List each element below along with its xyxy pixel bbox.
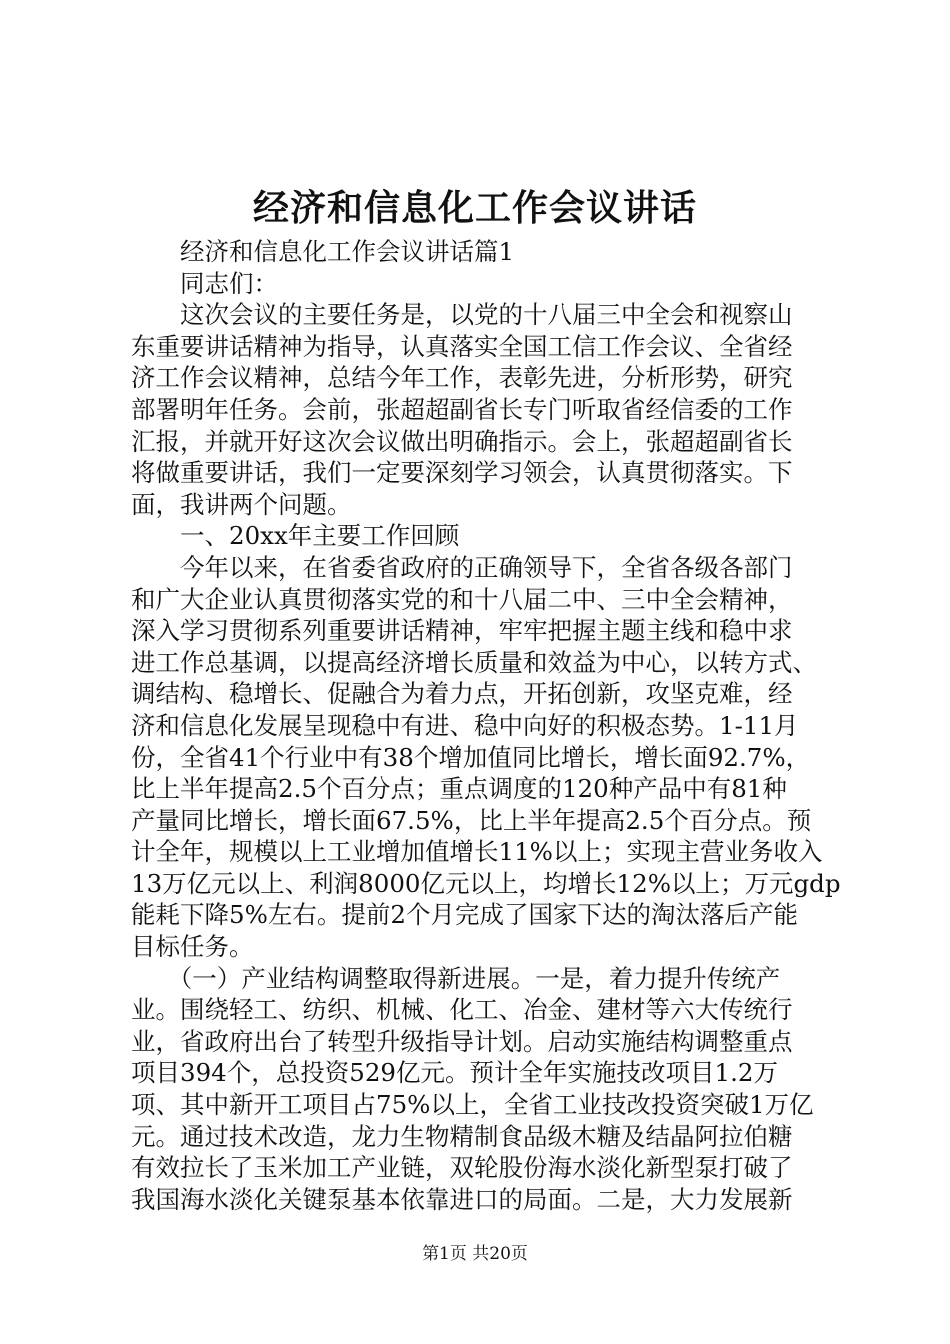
text-line: 经济和信息化工作会议讲话篇1 [131,237,515,266]
text-line: 比上半年提高2.5个百分点；重点调度的120种产品中有81种 [131,774,787,804]
text-line: 同志们： [131,268,278,298]
text-line: 计全年，规模以上工业增加值增长11%以上；实现主营业务收入 [131,837,823,867]
text-line: 一、20xx年主要工作回顾 [131,521,460,551]
text-line: 项、其中新开工项目占75%以上，全省工业技改投资突破1万亿 [131,1090,814,1120]
text-line: 济工作会议精神，总结今年工作，表彰先进，分析形势，研究 [131,363,793,393]
text-line: 项目394个，总投资529亿元。预计全年实施技改项目1.2万 [131,1058,778,1088]
text-line: 元。通过技术改造，龙力生物精制食品级木糖及结晶阿拉伯糖 [131,1121,793,1151]
text-line: 部署明年任务。会前，张超超副省长专门听取省经信委的工作 [131,394,793,424]
text-line: 面，我讲两个问题。 [131,489,352,519]
text-line: 调结构、稳增长、促融合为着力点，开拓创新，攻坚克难，经 [131,679,793,709]
text-line: 深入学习贯彻系列重要讲话精神，牢牢把握主题主线和稳中求 [131,616,793,646]
text-line: 和广大企业认真贯彻落实党的和十八届二中、三中全会精神， [131,584,793,614]
document-title: 经济和信息化工作会议讲话 [252,187,697,229]
text-line: 13万亿元以上、利润8000亿元以上，均增长12%以上；万元gdp [131,868,841,898]
text-line: 济和信息化发展呈现稳中有进、稳中向好的积极态势。1-11月 [131,710,799,740]
text-line: 东重要讲话精神为指导，认真落实全国工信工作会议、全省经 [131,331,793,361]
document-body [131,236,841,1215]
text-line: 产量同比增长，增长面67.5%，比上半年提高2.5个百分点。预 [131,805,812,835]
text-line: 有效拉长了玉米加工产业链，双轮股份海水淡化新型泵打破了 [131,1153,793,1183]
text-line: 业。围绕轻工、纺织、机械、化工、冶金、建材等六大传统行 [131,995,793,1025]
text-line: （一）产业结构调整取得新进展。一是，着力提升传统产 [131,963,781,993]
text-line: 目标任务。 [131,932,254,962]
text-line: 份，全省41个行业中有38个增加值同比增长，增长面92.7%， [131,742,811,772]
text-line: 业，省政府出台了转型升级指导计划。启动实施结构调整重点 [131,1026,793,1056]
text-line: 这次会议的主要任务是，以党的十八届三中全会和视察山 [131,300,793,330]
text-line: 将做重要讲话，我们一定要深刻学习领会，认真贯彻落实。下 [131,458,793,488]
text-line: 今年以来，在省委省政府的正确领导下，全省各级各部门 [131,552,793,582]
page-footer: 第1页 共20页 [422,1244,528,1264]
text-line: 进工作总基调，以提高经济增长质量和效益为中心，以转方式、 [131,647,817,677]
text-line: 能耗下降5%左右。提前2个月完成了国家下达的淘汰落后产能 [131,900,798,930]
text-line: 汇报，并就开好这次会议做出明确指示。会上，张超超副省长 [131,426,793,456]
text-line: 我国海水淡化关键泵基本依靠进口的局面。二是，大力发展新 [131,1184,793,1214]
